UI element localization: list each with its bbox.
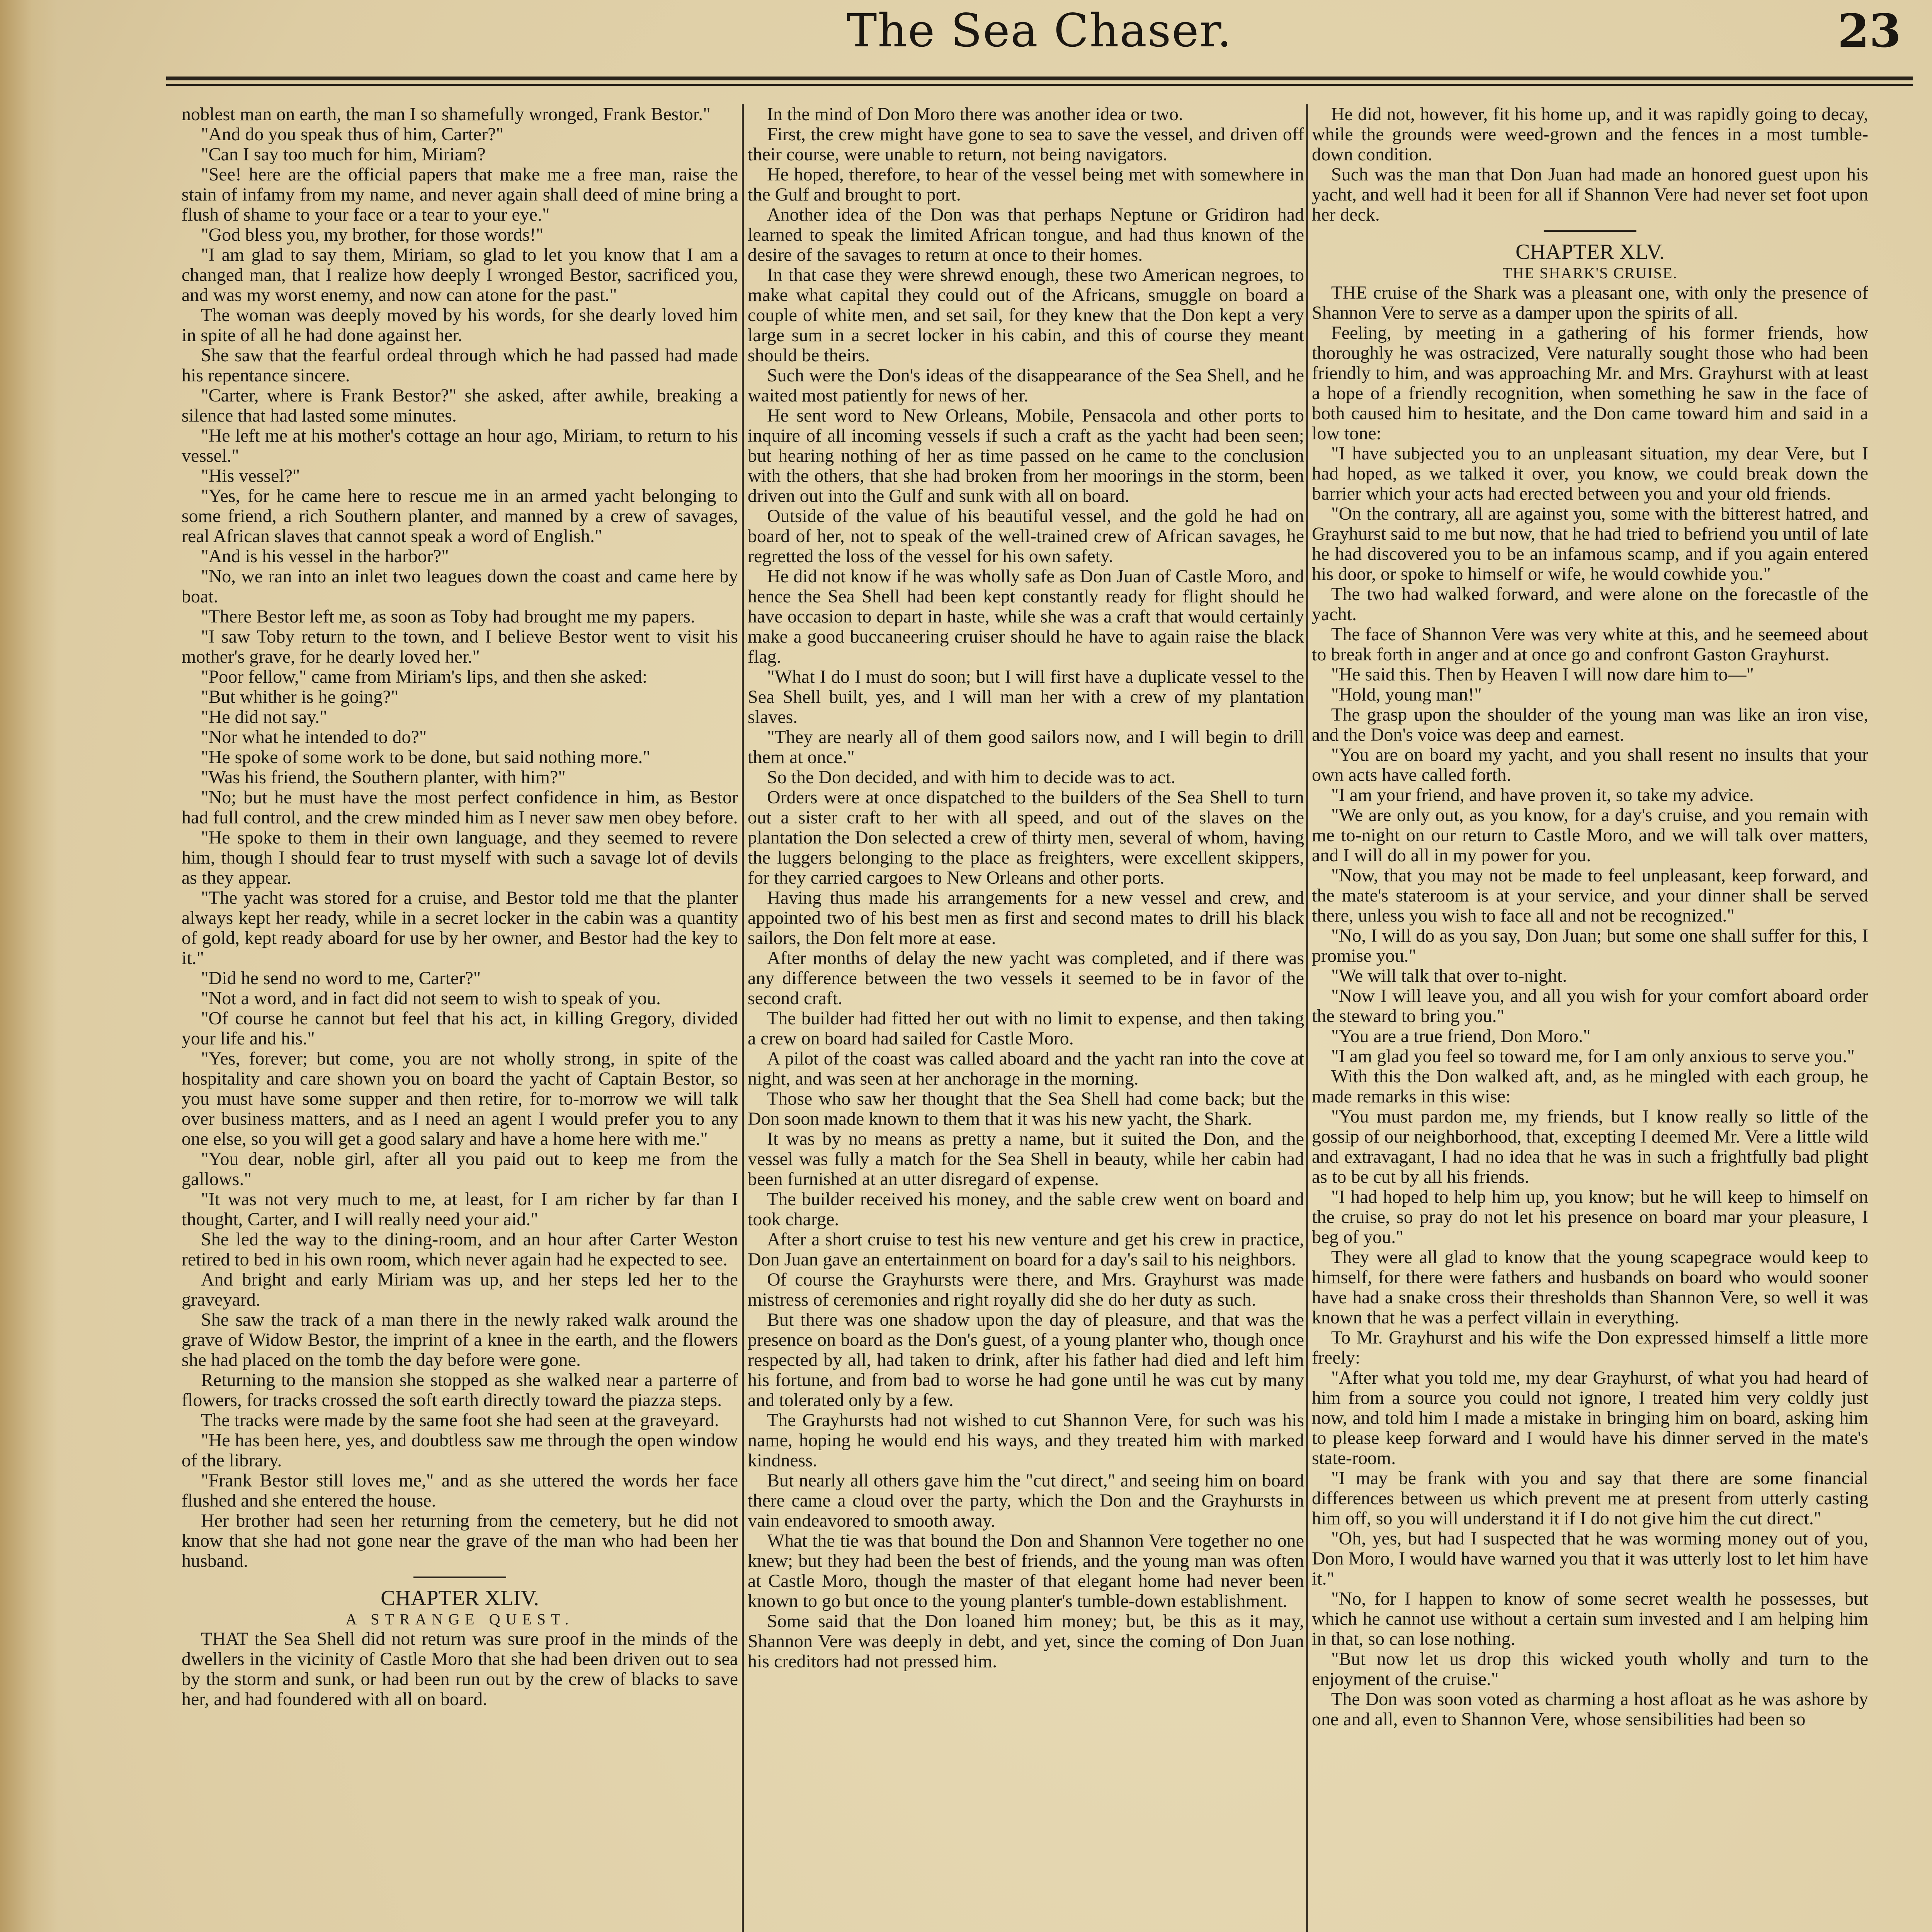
paragraph: "He left me at his mother's cottage an hour ago, Miriam, to return to his vessel." xyxy=(182,425,738,466)
paragraph: "Did he send no word to me, Carter?" xyxy=(201,968,481,988)
paragraph: "Nor what he intended to do?" xyxy=(201,727,427,747)
paragraph: The Don was soon voted as charming a host afloat as he was ashore by one and all, even to Shannon Vere, whose sensibilities had been so xyxy=(1312,1689,1868,1730)
paragraph: "After what you told me, my dear Grayhurst, of what you had heard of him from a source you could not ignore, I treated him very coldly just now, and told him I made a mistake in bringing him on board, asking him to please keep forward and I would have his dinner served in the mate's state-room. xyxy=(1312,1367,1868,1468)
paragraph: "I may be frank with you and say that there are some financial differences between us which prevent me at present from utterly casting him off, so you will understand it if I do not give him the cut direct." xyxy=(1312,1468,1868,1529)
paragraph: He did not know if he was wholly safe as Don Juan of Castle Moro, and hence the Sea Shell had been kept constantly ready for flight should he have occasion to depart in haste, while she was a craft that would certainly make a good buccaneering cruiser should he have to again raise the black flag. xyxy=(748,566,1304,667)
paragraph: "But whither is he going?" xyxy=(201,687,399,707)
paragraph: "Yes, forever; but come, you are not wholly strong, in spite of the hospitality and care shown you on board the yacht of Captain Bestor, so you must have some supper and then retire, for to-morrow we will talk over business matters, and as I need an agent I would prefer you to any one else, so you will get a good salary and have a home here with me." xyxy=(182,1048,738,1149)
page-edge-shadow xyxy=(0,0,58,1932)
paragraph: "On the contrary, all are against you, some with the bitterest hatred, and Grayhurst said to me but now, that he had tried to befriend you until of late he had discovered you to be an infamous scamp, and if you again entered his door, or spoke to himself or wife, he would cowhide you." xyxy=(1312,503,1868,584)
header-rule-thin xyxy=(166,84,1913,86)
paragraph: The two had walked forward, and were alone on the forecastle of the yacht. xyxy=(1312,584,1868,624)
paragraph: Orders were at once dispatched to the builders of the Sea Shell to turn out a sister craft to her with all speed, and out of the slaves on the plantation the Don selected a crew of thirty men, several of whom, having the luggers belonging to the place as freighters, were excellent skippers, for they carried cargoes to New Orleans and other ports. xyxy=(748,787,1304,888)
paragraph: With this the Don walked aft, and, as he mingled with each group, he made remarks in this wise: xyxy=(1312,1066,1868,1107)
paragraph: "Of course he cannot but feel that his act, in killing Gregory, divided your life and his." xyxy=(182,1008,738,1049)
paragraph: "Was his friend, the Southern planter, with him?" xyxy=(201,767,566,787)
chapter-subtitle: A STRANGE QUEST. xyxy=(345,1611,574,1628)
paragraph: Feeling, by meeting in a gathering of his former friends, how thoroughly he was ostracized, Vere naturally sought those who had been friendly to him, and was approaching Mr. and Mrs. Grayhurst with at least a hope of a friendly recognition, when something he saw in the face of both caused him to hesitate, and the Don came toward him and said in a low tone: xyxy=(1312,323,1868,444)
paragraph: "We will talk that over to-night. xyxy=(1331,966,1567,986)
paragraph: The Grayhursts had not wished to cut Shannon Vere, for such was his name, hoping he would end his ways, and they treated him with marked kindness. xyxy=(748,1410,1304,1471)
paragraph: "I am glad you feel so toward me, for I am only anxious to serve you." xyxy=(1331,1046,1855,1066)
paragraph: And bright and early Miriam was up, and her steps led her to the graveyard. xyxy=(182,1269,738,1310)
paragraph: She saw the track of a man there in the newly raked walk around the grave of Widow Bestor, the imprint of a knee in the earth, and the flowers she had placed on the tomb the day before were gone. xyxy=(182,1310,738,1370)
paragraph: After a short cruise to test his new venture and get his crew in practice, Don Juan gave an entertainment on board for a day's sail to his neighbors. xyxy=(748,1229,1304,1270)
paragraph: Outside of the value of his beautiful vessel, and the gold he had on board of her, not to speak of the well-trained crew of African savages, he regretted the loss of the vessel for his own safety. xyxy=(748,506,1304,566)
paragraph: "Not a word, and in fact did not seem to wish to speak of you. xyxy=(201,988,661,1009)
paragraph: "I had hoped to help him up, you know; but he will keep to himself on the cruise, so pray do not let his presence on board mar your pleasure, I beg of you." xyxy=(1312,1187,1868,1247)
paragraph: First, the crew might have gone to sea to save the vessel, and driven off their course, were unable to return, not being navigators. xyxy=(748,124,1304,165)
paragraph: "Can I say too much for him, Miriam? xyxy=(201,144,486,165)
page-header xyxy=(166,0,1913,73)
paragraph: The builder had fitted her out with no limit to expense, and then taking a crew on board had sailed for Castle Moro. xyxy=(748,1008,1304,1049)
paragraph: "No; but he must have the most perfect confidence in him, as Bestor had full control, and the crew minded him as I never saw men obey before. xyxy=(182,787,738,828)
chapter-heading: CHAPTER XLIV. xyxy=(381,1586,539,1610)
paragraph: He did not, however, fit his home up, and it was rapidly going to decay, while the grounds were weed-grown and the fences in a most tumble-down condition. xyxy=(1312,104,1868,165)
paragraph: Such were the Don's ideas of the disappearance of the Sea Shell, and he waited most patiently for news of her. xyxy=(748,365,1304,406)
running-title: The Sea Chaser. xyxy=(846,4,1233,57)
paragraph: To Mr. Grayhurst and his wife the Don expressed himself a little more freely: xyxy=(1312,1327,1868,1368)
paragraph: Returning to the mansion she stopped as she walked near a parterre of flowers, for tracks crossed the soft earth directly toward the piazza steps. xyxy=(182,1370,738,1410)
paragraph: "They are nearly all of them good sailors now, and I will begin to drill them at once." xyxy=(748,727,1304,767)
paragraph: "Hold, young man!" xyxy=(1331,684,1482,705)
paragraph: "I am your friend, and have proven it, so take my advice. xyxy=(1331,785,1754,805)
paragraph: So the Don decided, and with him to decide was to act. xyxy=(767,767,1176,787)
paragraph: "There Bestor left me, as soon as Toby had brought me my papers. xyxy=(201,606,696,627)
paragraph: "You must pardon me, my friends, but I know really so little of the gossip of our neighborhood, that, excepting I deemed Mr. Vere a little wild and extravagant, I had no idea that he was in such a frightfully bad plight as to be cut by all his friends. xyxy=(1312,1106,1868,1187)
paragraph: "Yes, for he came here to rescue me in an armed yacht belonging to some friend, a rich Southern planter, and manned by a crew of savages, real African slaves that cannot speak a word of English." xyxy=(182,486,738,546)
paragraph: "Poor fellow," came from Miriam's lips, and then she asked: xyxy=(201,667,648,687)
paragraph: "It was not very much to me, at least, for I am richer by far than I thought, Carter, and I will really need your aid." xyxy=(182,1189,738,1230)
section-rule xyxy=(1544,230,1636,232)
paragraph: "He did not say." xyxy=(201,707,327,727)
text-column-1 xyxy=(182,104,738,1932)
paragraph: "I am glad to say them, Miriam, so glad to let you know that I am a changed man, that I realize how deeply I wronged Bestor, sacrificed you, and was my worst enemy, and now can atone for the past." xyxy=(182,245,738,305)
page-number: 23 xyxy=(1837,4,1901,58)
paragraph: "I have subjected you to an unpleasant situation, my dear Vere, but I had hoped, as we talked it over, you know, we could break down the barrier which your acts had erected between you and your old friends. xyxy=(1312,443,1868,504)
paragraph: "God bless you, my brother, for those words!" xyxy=(201,224,544,245)
paragraph: "Carter, where is Frank Bestor?" she asked, after awhile, breaking a silence that had lasted some minutes. xyxy=(182,385,738,426)
paragraph: The builder received his money, and the sable crew went on board and took charge. xyxy=(748,1189,1304,1230)
paragraph: It was by no means as pretty a name, but it suited the Don, and the vessel was fully a match for the Sea Shell in beauty, while her cabin had been furnished at an utter disregard of expense. xyxy=(748,1129,1304,1189)
paragraph: After months of delay the new yacht was completed, and if there was any difference between the two vessels it seemed to be in favor of the second craft. xyxy=(748,948,1304,1009)
paragraph: She saw that the fearful ordeal through which he had passed had made his repentance sincere. xyxy=(182,345,738,386)
paragraph: In that case they were shrewd enough, these two American negroes, to make what capital they could out of the Africans, smuggle on board a couple of white men, and set sail, for they knew that the Don kept a very large sum in a secret locker in his cabin, and this of course they meant should be theirs. xyxy=(748,265,1304,366)
column-divider xyxy=(742,104,744,1932)
paragraph: They were all glad to know that the young scapegrace would keep to himself, for there were fathers and husbands on board who would sooner have had a snake cross their thresholds than Shannon Vere, so well it was known that he was a perfect villain in everything. xyxy=(1312,1247,1868,1328)
paragraph: Some said that the Don loaned him money; but, be this as it may, Shannon Vere was deeply in debt, and yet, since the coming of Don Juan his creditors had not pressed him. xyxy=(748,1611,1304,1672)
paragraph: "And is his vessel in the harbor?" xyxy=(201,546,449,566)
chapter-subtitle: THE SHARK'S CRUISE. xyxy=(1502,264,1678,282)
paragraph: The face of Shannon Vere was very white at this, and he seemeed about to break forth in anger and at once go and confront Gaston Grayhurst. xyxy=(1312,624,1868,665)
paragraph: In the mind of Don Moro there was another idea or two. xyxy=(767,104,1184,124)
paragraph: What the tie was that bound the Don and Shannon Vere together no one knew; but they had been the best of friends, and the young man was often at Castle Moro, though the master of that elegant home had never been known to go but once to the young planter's tumble-down establishment. xyxy=(748,1531,1304,1611)
paragraph: "We are only out, as you know, for a day's cruise, and you remain with me to-night on our return to Castle Moro, and we will talk over matters, and I will do all in my power for you. xyxy=(1312,805,1868,866)
paragraph: "You dear, noble girl, after all you paid out to keep me from the gallows." xyxy=(182,1149,738,1189)
section-rule xyxy=(413,1577,506,1578)
paragraph: "Frank Bestor still loves me," and as she uttered the words her face flushed and she entered the house. xyxy=(182,1470,738,1511)
paragraph: THE cruise of the Shark was a pleasant one, with only the presence of Shannon Vere to serve as a damper upon the spirits of all. xyxy=(1312,282,1868,323)
paragraph: The tracks were made by the same foot she had seen at the graveyard. xyxy=(201,1410,719,1430)
chapter-heading: CHAPTER XLV. xyxy=(1515,240,1665,264)
paragraph: Another idea of the Don was that perhaps Neptune or Gridiron had learned to speak the limited African tongue, and had thus known of the desire of the savages to return at once to their homes. xyxy=(748,204,1304,265)
paragraph: "Now, that you may not be made to feel unpleasant, keep forward, and the mate's stateroom is at your service, and your dinner shall be served there, unless you wish to face all and not be recognized." xyxy=(1312,865,1868,926)
paragraph: "No, I will do as you say, Don Juan; but some one shall suffer for this, I promise you." xyxy=(1312,925,1868,966)
paragraph: "But now let us drop this wicked youth wholly and turn to the enjoyment of the cruise." xyxy=(1312,1649,1868,1689)
paragraph: "See! here are the official papers that make me a free man, raise the stain of infamy from my name, and never again shall deed of mine bring a flush of shame to your face or a tear to your eye." xyxy=(182,164,738,225)
paragraph: But there was one shadow upon the day of pleasure, and that was the presence on board as the Don's guest, of a young planter who, though once respected by all, had taken to drink, after his father had died and left him his fortune, and from bad to worse he had gone until he was cut by many and tolerated only by a few. xyxy=(748,1310,1304,1410)
header-rule-thick xyxy=(166,77,1913,80)
paragraph: Having thus made his arrangements for a new vessel and crew, and appointed two of his best men as first and second mates to drill his black sailors, the Don felt more at ease. xyxy=(748,888,1304,948)
text-column-2 xyxy=(748,104,1304,1932)
paragraph: Her brother had seen her returning from the cemetery, but he did not know that she had not gone near the grave of the man who had been her husband. xyxy=(182,1510,738,1571)
paragraph: noblest man on earth, the man I so shamefully wronged, Frank Bestor." xyxy=(182,104,711,124)
paragraph: Those who saw her thought that the Sea Shell had come back; but the Don soon made known to them that it was his new yacht, the Shark. xyxy=(748,1088,1304,1129)
text-column-3 xyxy=(1312,104,1868,1932)
paragraph: "His vessel?" xyxy=(201,466,300,486)
paragraph: The grasp upon the shoulder of the young man was like an iron vise, and the Don's voice was deep and earnest. xyxy=(1312,704,1868,745)
paragraph: THAT the Sea Shell did not return was sure proof in the minds of the dwellers in the vicinity of Castle Moro that she had been driven out to sea by the storm and sunk, or had been run out by the crew of blacks to save her, and had foundered with all on board. xyxy=(182,1629,738,1709)
paragraph: "He has been here, yes, and doubtless saw me through the open window of the library. xyxy=(182,1430,738,1471)
paragraph: He sent word to New Orleans, Mobile, Pensacola and other ports to inquire of all incoming vessels if such a craft as the yacht had been seen; but hearing nothing of her as time passed on he came to the conclusion with the others, that she had broken from her moorings in the storm, been driven out into the Gulf and sunk with all on board. xyxy=(748,405,1304,506)
paragraph: She led the way to the dining-room, and an hour after Carter Weston retired to bed in his own room, which never again had he expected to see. xyxy=(182,1229,738,1270)
paragraph: "Oh, yes, but had I suspected that he was worming money out of you, Don Moro, I would have warned you that it was utterly lost to let him have it." xyxy=(1312,1528,1868,1589)
paragraph: "What I do I must do soon; but I will first have a duplicate vessel to the Sea Shell built, yes, and I will man her with a crew of my plantation slaves. xyxy=(748,667,1304,727)
paragraph: "The yacht was stored for a cruise, and Bestor told me that the planter always kept her ready, while in a secret locker in the cabin was a quantity of gold, kept ready aboard for use by her owner, and Bestor had the key to it." xyxy=(182,888,738,968)
paragraph: "He spoke to them in their own language, and they seemed to revere him, though I should fear to trust myself with such a savage lot of devils as they appear. xyxy=(182,827,738,888)
paragraph: But nearly all others gave him the "cut direct," and seeing him on board there came a cloud over the party, which the Don and the Grayhursts in vain endeavored to smooth away. xyxy=(748,1470,1304,1531)
paragraph: The woman was deeply moved by his words, for she dearly loved him in spite of all he had done against her. xyxy=(182,305,738,345)
paragraph: "You are on board my yacht, and you shall resent no insults that your own acts have called forth. xyxy=(1312,745,1868,785)
paragraph: "You are a true friend, Don Moro." xyxy=(1331,1026,1591,1046)
paragraph: "He spoke of some work to be done, but said nothing more." xyxy=(201,747,650,767)
paragraph: Of course the Grayhursts were there, and Mrs. Grayhurst was made mistress of ceremonies and right royally did she do her duty as such. xyxy=(748,1269,1304,1310)
paragraph: "No, we ran into an inlet two leagues down the coast and came here by boat. xyxy=(182,566,738,607)
paragraph: Such was the man that Don Juan had made an honored guest upon his yacht, and well had it been for all if Shannon Vere had never set foot upon her deck. xyxy=(1312,164,1868,225)
paragraph: "I saw Toby return to the town, and I believe Bestor went to visit his mother's grave, for he dearly loved her." xyxy=(182,626,738,667)
paragraph: "And do you speak thus of him, Carter?" xyxy=(201,124,504,145)
paragraph: A pilot of the coast was called aboard and the yacht ran into the cove at night, and was seen at her anchorage in the morning. xyxy=(748,1048,1304,1089)
paragraph: He hoped, therefore, to hear of the vessel being met with somewhere in the Gulf and brought to port. xyxy=(748,164,1304,205)
paragraph: "He said this. Then by Heaven I will now dare him to—" xyxy=(1331,664,1754,685)
paragraph: "No, for I happen to know of some secret wealth he possesses, but which he cannot use without a certain sum invested and I am helping him in that, so can lose nothing. xyxy=(1312,1588,1868,1649)
column-divider xyxy=(1306,104,1308,1932)
paragraph: "Now I will leave you, and all you wish for your comfort aboard order the steward to bring you." xyxy=(1312,986,1868,1026)
